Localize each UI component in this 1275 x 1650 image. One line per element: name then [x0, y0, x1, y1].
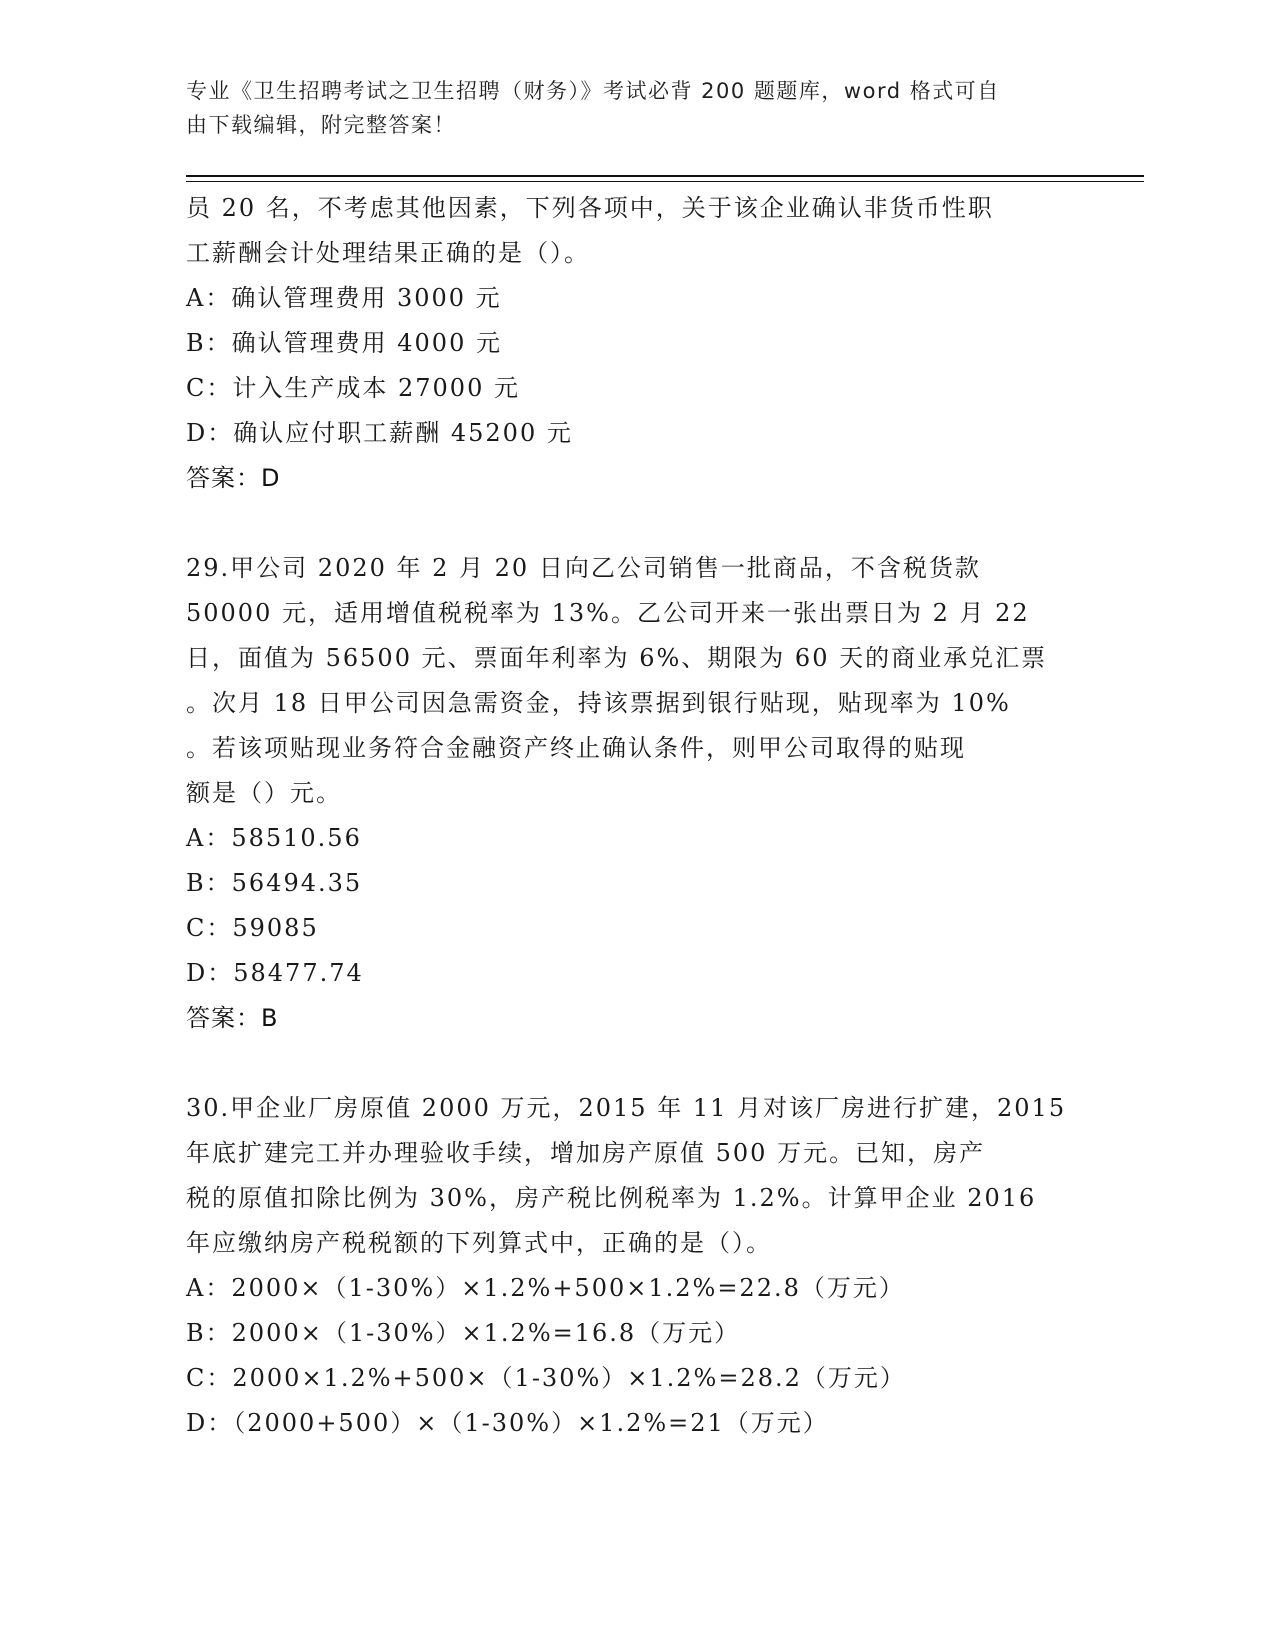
question-stem-line: 30.甲企业厂房原值 2000 万元，2015 年 11 月对该厂房进行扩建，2015	[186, 1094, 1067, 1122]
option-a: A：确认管理费用 3000 元	[186, 284, 502, 312]
header-line-2: 由下载编辑，附完整答案！	[186, 113, 456, 137]
question-stem-line: 50000 元，适用增值税税率为 13%。乙公司开来一张出票日为 2 月 22	[186, 599, 1030, 627]
option-d: D：58477.74	[186, 959, 364, 987]
question-stem-line: 。若该项贴现业务符合金融资产终止确认条件，则甲公司取得的贴现	[186, 734, 966, 762]
option-c: C：计入生产成本 27000 元	[186, 374, 520, 402]
answer-line: 答案：D	[186, 464, 281, 492]
option-d: D：确认应付职工薪酬 45200 元	[186, 419, 573, 447]
question-29	[186, 546, 1086, 1041]
question-stem-line: 年底扩建完工并办理验收手续，增加房产原值 500 万元。已知，房产	[186, 1139, 986, 1167]
answer-line: 答案：B	[186, 1004, 279, 1032]
option-a: A：58510.56	[186, 824, 362, 852]
option-c: C：59085	[186, 914, 319, 942]
option-b: B：2000×（1-30%）×1.2%=16.8（万元）	[186, 1319, 741, 1347]
option-d: D：（2000+500）×（1-30%）×1.2%=21（万元）	[186, 1409, 829, 1437]
header-divider-thick	[186, 175, 1144, 177]
header-line-1: 专业《卫生招聘考试之卫生招聘（财务）》考试必背 200 题题库，word 格式可自	[186, 79, 1000, 103]
option-a: A：2000×（1-30%）×1.2%+500×1.2%=22.8（万元）	[186, 1274, 905, 1302]
header-divider-thin	[186, 181, 1144, 182]
question-30	[186, 1086, 1086, 1446]
question-28	[186, 186, 1086, 501]
question-stem-line: 员 20 名，不考虑其他因素，下列各项中，关于该企业确认非货币性职	[186, 194, 994, 222]
question-stem-line: 额是（）元。	[186, 779, 342, 807]
question-stem-line: 。次月 18 日甲公司因急需资金，持该票据到银行贴现，贴现率为 10%	[186, 689, 1011, 717]
spacer	[186, 1041, 1086, 1086]
question-stem-line: 年应缴纳房产税税额的下列算式中，正确的是（）。	[186, 1229, 772, 1257]
question-stem-line: 日，面值为 56500 元、票面年利率为 6%、期限为 60 天的商业承兑汇票	[186, 644, 1048, 672]
spacer	[186, 501, 1086, 546]
document-body	[186, 186, 1086, 1446]
option-c: C：2000×1.2%+500×（1-30%）×1.2%=28.2（万元）	[186, 1364, 906, 1392]
option-b: B：确认管理费用 4000 元	[186, 329, 502, 357]
question-stem-line: 税的原值扣除比例为 30%，房产税比例税率为 1.2%。计算甲企业 2016	[186, 1184, 1037, 1212]
question-stem-line: 29.甲公司 2020 年 2 月 20 日向乙公司销售一批商品，不含税货款	[186, 554, 981, 582]
option-b: B：56494.35	[186, 869, 363, 897]
question-stem-line: 工薪酬会计处理结果正确的是（）。	[186, 239, 590, 267]
document-header	[186, 74, 1066, 142]
